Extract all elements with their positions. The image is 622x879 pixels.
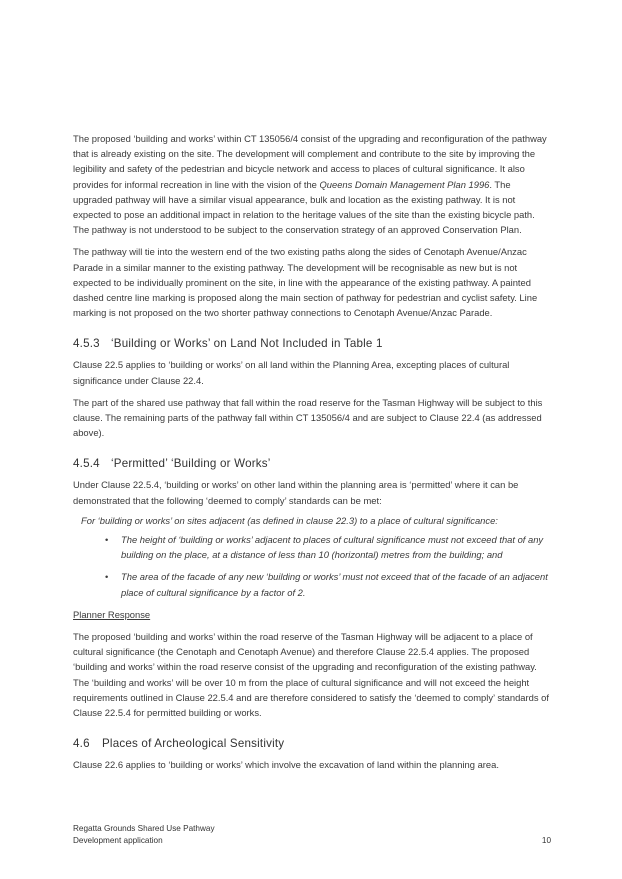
section-number: 4.5.3: [73, 337, 100, 351]
section-number: 4.5.4: [73, 457, 100, 471]
section-title: Places of Archeological Sensitivity: [102, 737, 285, 751]
paragraph-clause-22-5: Clause 22.5 applies to ‘building or works’ on all land within the Planning Area, excepting places of cultural significance under Clause 22.4.: [73, 359, 510, 386]
list-item: [73, 532, 551, 562]
paragraph-building-and-works: [73, 131, 551, 237]
list-item-text: The area of the facade of any new ‘building or works’ must not exceed that of the facade of an adjacent place of cultural significance by a factor of 2.: [121, 571, 548, 598]
paragraph-road-reserve: The part of the shared use pathway that fall within the road reserve for the Tasman Highway will be subject to this clause. The remaining parts of the pathway fall within CT 135056/4 and are subject to Clause 22.4 (as addressed above).: [73, 396, 543, 439]
paragraph-pathway-tie-in: The pathway will tie into the western end of the two existing paths along the sides of Cenotaph Avenue/Anzac Parade in a similar manner to the existing pathway. The development will be recognisable as new but is not expected to be individually prominent on the site, in line with the appearance of the existing pathway. A painted dashed centre line marking is proposed along the main section of pathway for pedestrian and cyclist safety. Line marking is not proposed on the two shorter pathway connections to Cenotaph Avenue/Anzac Parade.: [73, 246, 538, 319]
planner-response-heading: Planner Response: [73, 608, 151, 620]
section-heading-4-6: [73, 737, 551, 751]
page-content: [73, 131, 551, 780]
bullet-glyph: •: [105, 534, 109, 546]
paragraph-text: . The upgraded pathway will have a similar visual appearance, bulk and location as the existing pathway. It is not expected to pose an additional impact in relation to the heritage values of the site than the existing bicycle path. The pathway is not understood to be subject to the conservation strategy of an approved Conservation Plan.: [73, 178, 535, 236]
section-heading-4-5-4: [73, 457, 551, 471]
paragraph-planner-response: The proposed ‘building and works’ within the road reserve of the Tasman Highway will be adjacent to a place of cultural significance (the Cenotaph and Cenotaph Avenue) and therefore Clause 22.5.4 applies. The proposed ‘building and works’ within the road reserve consist of the upgrading and reconfiguration of the existing pathway. The ‘building and works’ will be over 10 m from the place of cultural significance and will not exceed the height requirements outlined in Clause 22.5.4 and are therefore considered to satisfy the ‘deemed to comply’ standards of Clause 22.5.4 for permitted building or works.: [73, 631, 549, 719]
standards-intro: For ‘building or works’ on sites adjacent (as defined in clause 22.3) to a place of cultural significance:: [81, 514, 498, 526]
list-item-text: The height of ‘building or works’ adjacent to places of cultural significance must not exceed that of any building on the place, at a distance of less than 10 (horizontal) metres from the building; and: [121, 534, 544, 561]
footer-project-name: Regatta Grounds Shared Use Pathway: [73, 824, 215, 833]
paragraph-text: The proposed ‘building and works’ within CT 135056/4 consist of the upgrading and reconfiguration of the pathway that is already existing on the site. The development will complement and contribute to the site by improving the legibility and safety of the pedestrian and bicycle network and access to places of cultural significance. It also provides for informal recreation in line with the vision of the: [73, 133, 547, 190]
paragraph-clause-22-6: Clause 22.6 applies to ‘building or works’ which involve the excavation of land within the planning area.: [73, 759, 499, 771]
plan-title: Queens Domain Management Plan 1996: [319, 178, 490, 190]
section-title: ‘Building or Works’ on Land Not Included in Table 1: [111, 337, 383, 351]
page-footer: [73, 823, 551, 846]
section-number: 4.6: [73, 737, 90, 751]
page-number: 10: [541, 835, 551, 845]
standards-list: [73, 532, 551, 600]
bullet-glyph: •: [105, 571, 109, 583]
paragraph-clause-22-5-4: Under Clause 22.5.4, ‘building or works’ on other land within the planning area is ‘permitted’ where it can be demonstrated that the following ‘deemed to comply’ standards can be met:: [73, 479, 519, 506]
section-title: ‘Permitted’ ‘Building or Works’: [111, 457, 271, 471]
section-heading-4-5-3: [73, 337, 551, 351]
list-item: [73, 569, 551, 599]
footer-document-type: Development application: [73, 835, 163, 845]
